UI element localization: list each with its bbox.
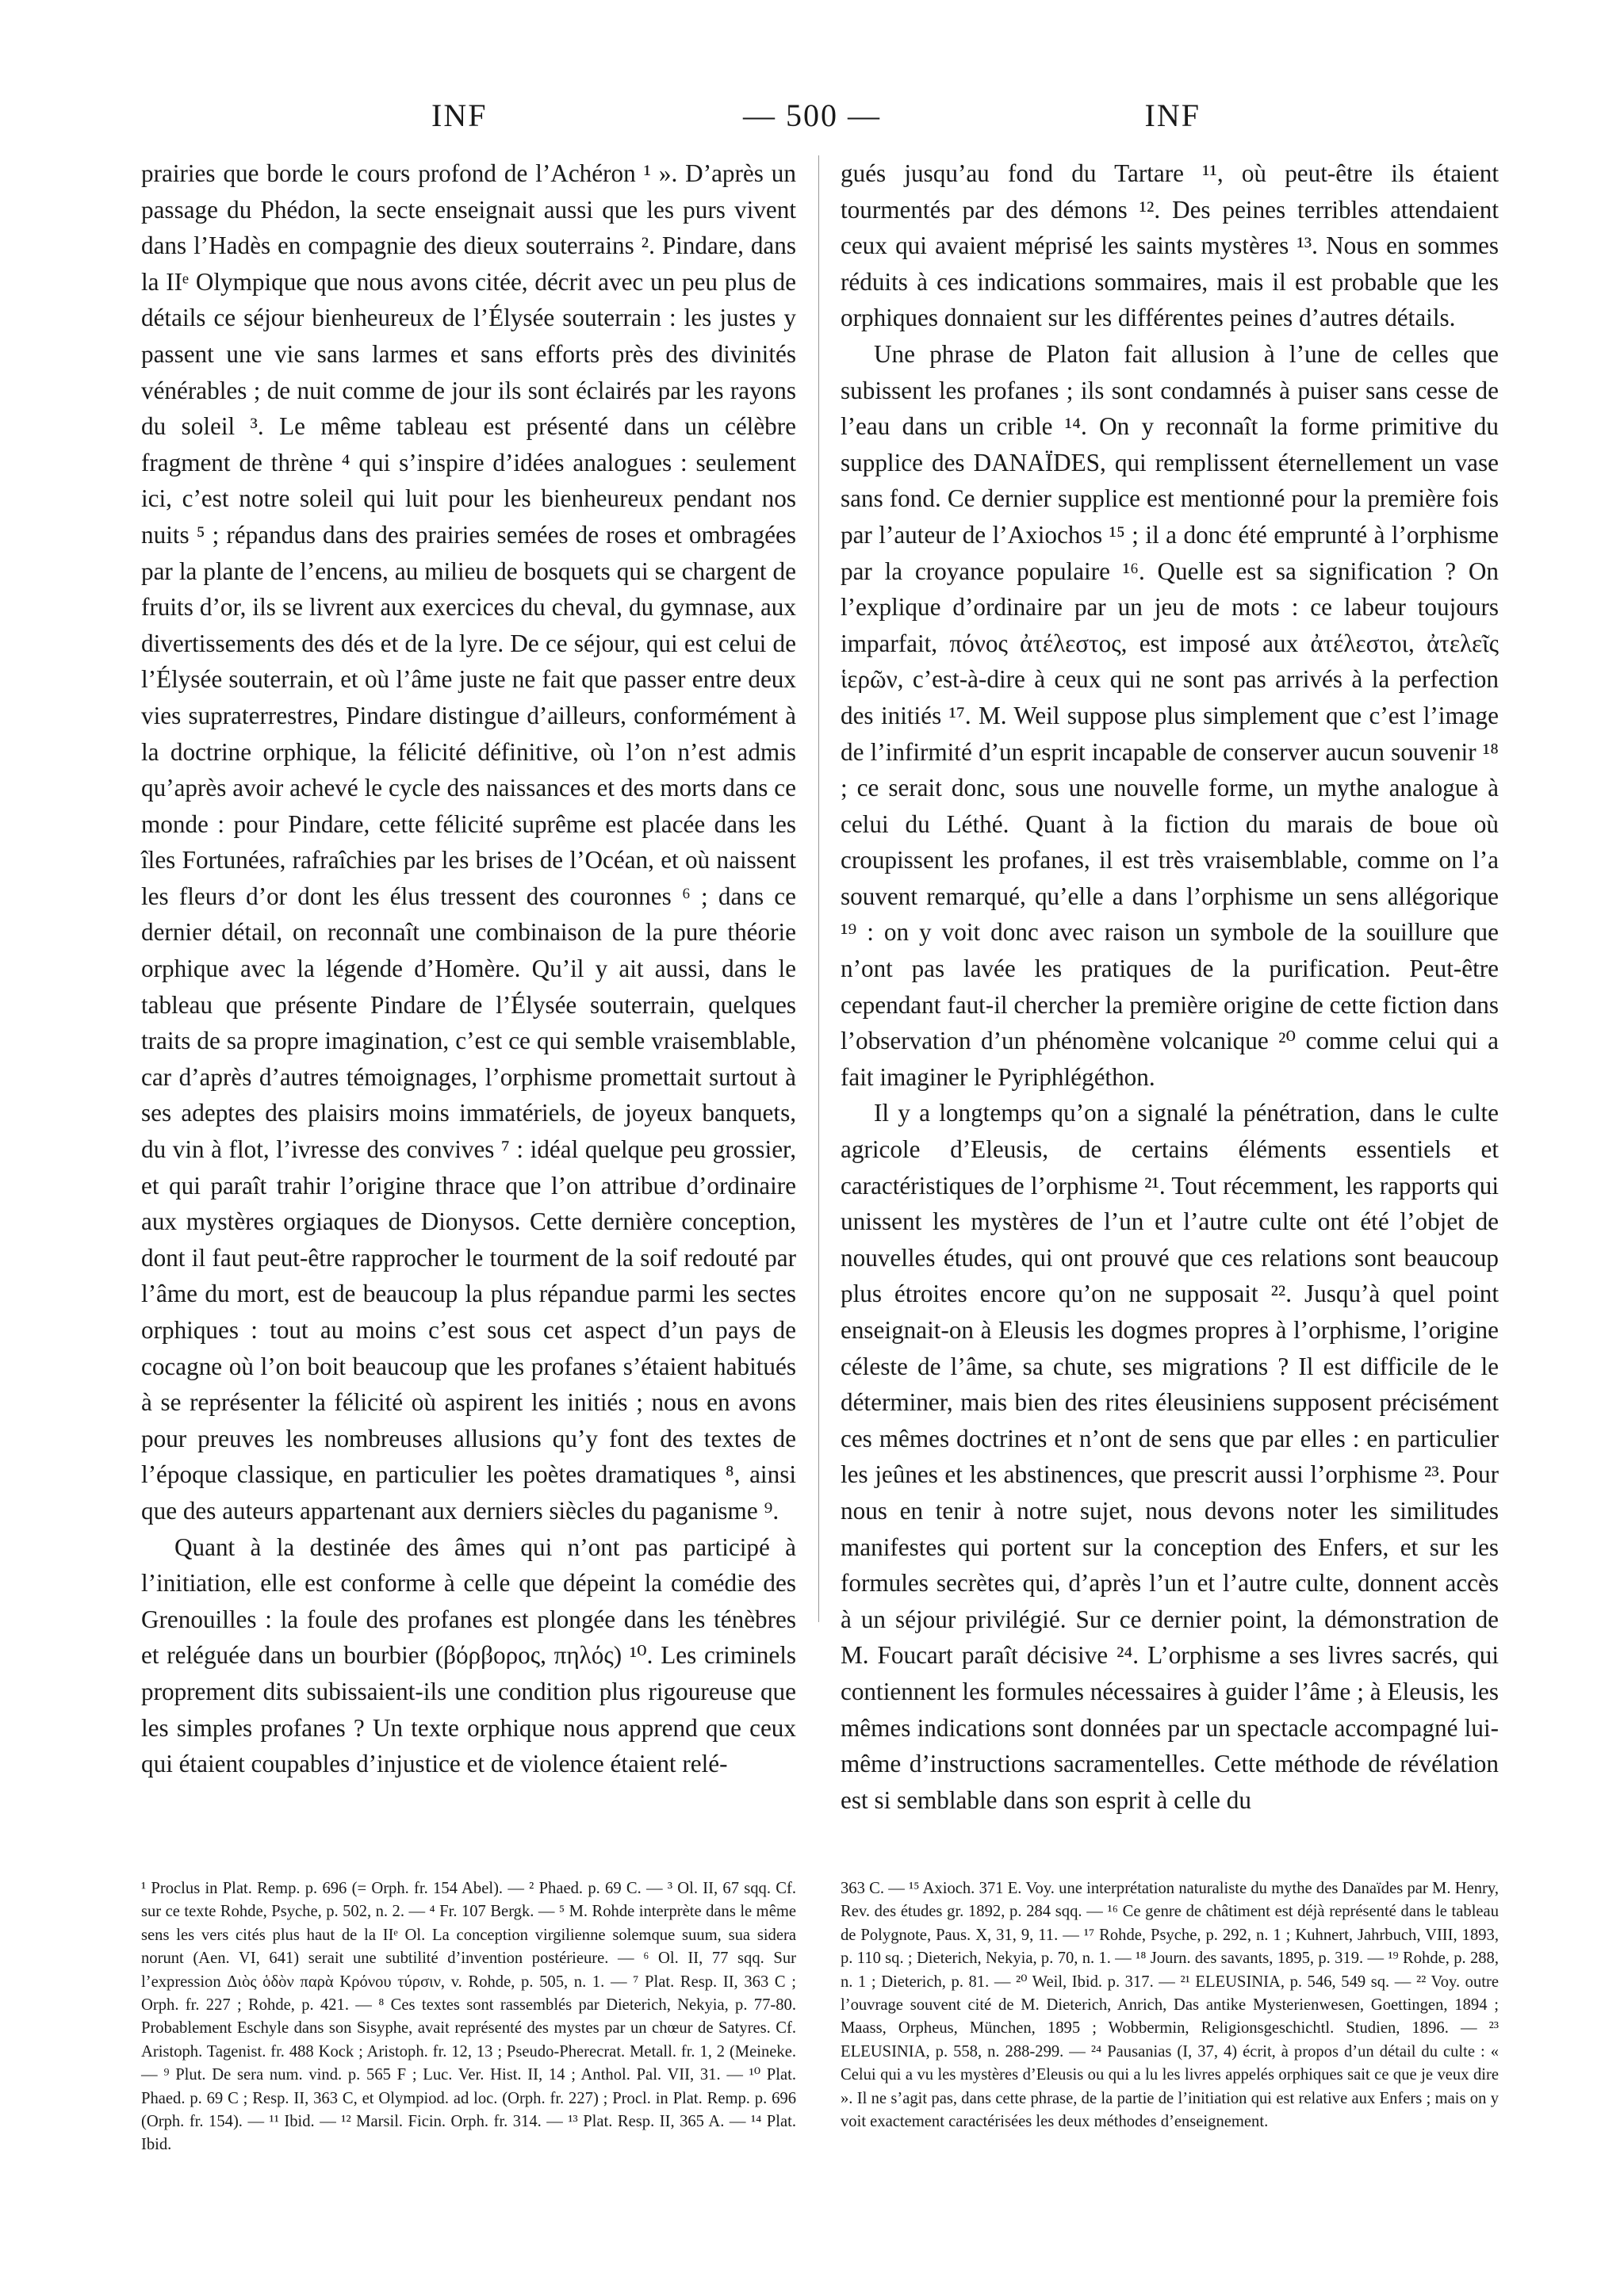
- footnote-block: 363 C. — ¹⁵ Axioch. 371 E. Voy. une interprétation naturaliste du mythe des Danaïdes par M. Henry, Rev. des études gr. 1892, p. 284 sqq. — ¹⁶ Ce genre de châtiment est déjà représenté dans le tableau de Polygnote, Paus. X, 31, 9, 11. — ¹⁷ Rohde, Psyche, p. 292, n. 1 ; Kuhnert, Jahrbuch, VIII, 1893, p. 110 sq. ; Dieterich, Nekyia, p. 70, n. 1. — ¹⁸ Journ. des savants, 1895, p. 319. — ¹⁹ Rohde, p. 288, n. 1 ; Dieterich, p. 81. — ²⁰ Weil, Ibid. p. 317. — ²¹ ELEUSINIA, p. 546, 549 sq. — ²² Voy. outre l’ouvrage souvent cité de M. Dieterich, Anrich, Das antike Mysterienwesen, Goettingen, 1894 ; Maass, Orpheus, München, 1895 ; Wobbermin, Religionsgeschichtl. Studien, 1896. — ²³ ELEUSINIA, p. 558, n. 288-299. — ²⁴ Pausanias (I, 37, 4) écrit, à propos d’un détail du culte : « Celui qui a vu les mystères d’Eleusis ou qui a lu les livres appelés orphiques sait ce que je veux dire ». Il ne s’agit pas, dans cette phrase, de la partie de l’initiation qui est relative aux Enfers ; mais on y voit exactement caractérisées les deux méthodes d’enseignement.: [841, 1880, 1499, 2131]
- footnote-block: ¹ Proclus in Plat. Remp. p. 696 (= Orph. fr. 154 Abel). — ² Phaed. p. 69 C. — ³ Ol. II, 67 sqq. Cf. sur ce texte Rohde, Psyche, p. 502, n. 2. — ⁴ Fr. 107 Bergk. — ⁵ M. Rohde interprète dans le même sens les vers cités plus haut de la IIᵉ Ol. La conception virgilienne solemque suum, sua sidera norunt (Aen. VI, 641) serait une subtilité d’invention postérieure. — ⁶ Ol. II, 77 sqq. Sur l’expression Διὸς ὁδὸν παρὰ Κρόνου τύρσιν, v. Rohde, p. 505, n. 1. — ⁷ Plat. Resp. II, 363 C ; Orph. fr. 227 ; Rohde, p. 421. — ⁸ Ces textes sont rassemblés par Dieterich, Nekyia, p. 77-80. Probablement Eschyle dans son Sisyphe, avait représenté des mystes par un chœur de Satyres. Cf. Aristoph. Tagenist. fr. 488 Kock ; Aristoph. fr. 12, 13 ; Pseudo-Pherecrat. Metall. fr. 1, 2 (Meineke. — ⁹ Plut. De sera num. vind. p. 565 F ; Luc. Ver. Hist. II, 14 ; Anthol. Pal. VII, 31. — ¹⁰ Plat. Phaed. p. 69 C ; Resp. II, 363 C, et Olympiod. ad loc. (Orph. fr. 227) ; Procl. in Plat. Remp. p. 696 (Orph. fr. 154). — ¹¹ Ibid. — ¹² Marsil. Ficin. Orph. fr. 314. — ¹³ Plat. Resp. II, 365 A. — ¹⁴ Plat. Ibid.: [141, 1880, 796, 2154]
- running-header: [162, 97, 1462, 136]
- header-right-keyword: INF: [1144, 98, 1201, 133]
- paragraph: prairies que borde le cours profond de l’Achéron ¹ ». D’après un passage du Phédon, la secte enseignait aussi que les purs vivent dans l’Hadès en compagnie des dieux souterrains ². Pindare, dans la IIᵉ Olympique que nous avons citée, décrit avec un peu plus de détails ce séjour bienheureux de l’Élysée souterrain : les justes y passent une vie sans larmes et sans efforts près des divinités vénérables ; de nuit comme de jour ils sont éclairés par les rayons du soleil ³. Le même tableau est présenté dans un célèbre fragment de thrène ⁴ qui s’inspire d’idées analogues : seulement ici, c’est notre soleil qui luit pour les bienheureux pendant nos nuits ⁵ ; répandus dans des prairies semées de roses et ombragées par la plante de l’encens, au milieu de bosquets qui se chargent de fruits d’or, ils se livrent aux exercices du cheval, du gymnase, aux divertissements des dés et de la lyre. De ce séjour, qui est celui de l’Élysée souterrain, et où l’âme juste ne fait que passer entre deux vies supraterrestres, Pindare distingue d’ailleurs, conformément à la doctrine orphique, la félicité définitive, où l’on n’est admis qu’après avoir achevé le cycle des naissances et des morts dans ce monde : pour Pindare, cette félicité suprême est placée dans les îles Fortunées, rafraîchies par les brises de l’Océan, et où naissent les fleurs d’or dont les élus tressent des couronnes ⁶ ; dans ce dernier détail, on reconnaît une combinaison de la pure théorie orphique avec la légende d’Homère. Qu’il y ait aussi, dans le tableau que présente Pindare de l’Élysée souterrain, quelques traits de sa propre imagination, c’est ce qui semble vraisemblable, car d’après d’autres témoignages, l’orphisme promettait surtout à ses adeptes des plaisirs moins immatériels, de joyeux banquets, du vin à flot, l’ivresse des convives ⁷ : idéal quelque peu grossier, et qui paraît trahir l’origine thrace que l’on attribue d’ordinaire aux mystères orgiaques de Dionysos. Cette dernière conception, dont il faut peut-être rapprocher le tourment de la soif redouté par l’âme du mort, est de beaucoup la plus répandue parmi les sectes orphiques : tout au moins c’est sous cet aspect d’un pays de cocagne où l’on boit beaucoup que les profanes s’étaient habitués à se représenter la félicité où aspirent les initiés ; nous en avons pour preuves les nombreuses allusions qu’y font des textes de l’époque classique, en particulier les poètes dramatiques ⁸, ainsi que des auteurs appartenant aux derniers siècles du paganisme ⁹.: [141, 159, 796, 1525]
- paragraph: Il y a longtemps qu’on a signalé la pénétration, dans le culte agricole d’Eleusis, de certains éléments essentiels et caractéristiques de l’orphisme ²¹. Tout récemment, les rapports qui unissent les mystères de l’un et l’autre culte ont été l’objet de nouvelles études, qui ont prouvé que ces relations sont beaucoup plus étroites encore qu’on ne supposait ²². Jusqu’à quel point enseignait-on à Eleusis les dogmes propres à l’orphisme, l’origine céleste de l’âme, sa chute, ses migrations ? Il est difficile de le déterminer, mais bien des rites éleusiniens supposent précisément ces mêmes doctrines et n’ont de sens que par elles : en particulier les jeûnes et les abstinences, que prescrit aussi l’orphisme ²³. Pour nous en tenir à notre sujet, nous devons noter les similitudes manifestes qui portent sur la conception des Enfers, et sur les formules secrètes qui, d’après l’un et l’autre culte, donnent accès à un séjour privilégié. Sur ce dernier point, la démonstration de M. Foucart paraît décisive ²⁴. L’orphisme a ses livres sacrés, qui contiennent les formules nécessaires à guider l’âme ; à Eleusis, les mêmes indications sont données par un spectacle accompagné lui-même d’instructions sacramentelles. Cette méthode de révélation est si semblable dans son esprit à celle du: [841, 1099, 1499, 1814]
- paragraph: Quant à la destinée des âmes qui n’ont pas participé à l’initiation, elle est conforme à celle que dépeint la comédie des Grenouilles : la foule des profanes est plongée dans les ténèbres et reléguée dans un bourbier (βόρβορος, πηλός) ¹⁰. Les criminels proprement dits subissaient-ils une condition plus rigoureuse que les simples profanes ? Un texte orphique nous apprend que ceux qui étaient coupables d’injustice et de violence étaient relé-: [141, 1533, 796, 1778]
- page-number: — 500 —: [743, 98, 881, 133]
- column-divider: [818, 155, 819, 1622]
- footnotes-right: [841, 1877, 1499, 2133]
- header-left-keyword: INF: [431, 98, 488, 133]
- right-text-column: [841, 155, 1499, 1818]
- left-text-column: [141, 155, 796, 1782]
- paragraph: Une phrase de Platon fait allusion à l’une de celles que subissent les profanes ; ils sont condamnés à puiser sans cesse de l’eau dans un crible ¹⁴. On y reconnaît la forme primitive du supplice des DANAÏDES, qui remplissent éternellement un vase sans fond. Ce dernier supplice est mentionné pour la première fois par l’auteur de l’Axiochos ¹⁵ ; il a donc été emprunté à l’orphisme par la croyance populaire ¹⁶. Quelle est sa signification ? On l’explique d’ordinaire par un jeu de mots : ce labeur toujours imparfait, πόνος ἀτέλεστος, est imposé aux ἀτέλεστοι, ἀτελεῖς ἱερῶν, c’est-à-dire à ceux qui ne sont pas arrivés à la perfection des initiés ¹⁷. M. Weil suppose plus simplement que c’est l’image de l’infirmité d’un esprit incapable de conserver aucun souvenir ¹⁸ ; ce serait donc, sous une nouvelle forme, un mythe analogue à celui du Léthé. Quant à la fiction du marais de boue où croupissent les profanes, il est très vraisemblable, comme on l’a souvent remarqué, qu’elle a dans l’orphisme un sens allégorique ¹⁹ : on y voit donc avec raison un symbole de la souillure que n’ont pas lavée les pratiques de la purification. Peut-être cependant faut-il chercher la première origine de cette fiction dans l’observation d’un phénomène volcanique ²⁰ comme celui qui a fait imaginer le Pyriphlégéthon.: [841, 339, 1499, 1091]
- footnotes-left: [141, 1877, 796, 2157]
- paragraph: gués jusqu’au fond du Tartare ¹¹, où peut-être ils étaient tourmentés par des démons ¹². Des peines terribles attendaient ceux qui avaient méprisé les saints mystères ¹³. Nous en sommes réduits à ces indications sommaires, mais il est probable que les orphiques donnaient sur les différentes peines d’autres détails.: [841, 159, 1499, 332]
